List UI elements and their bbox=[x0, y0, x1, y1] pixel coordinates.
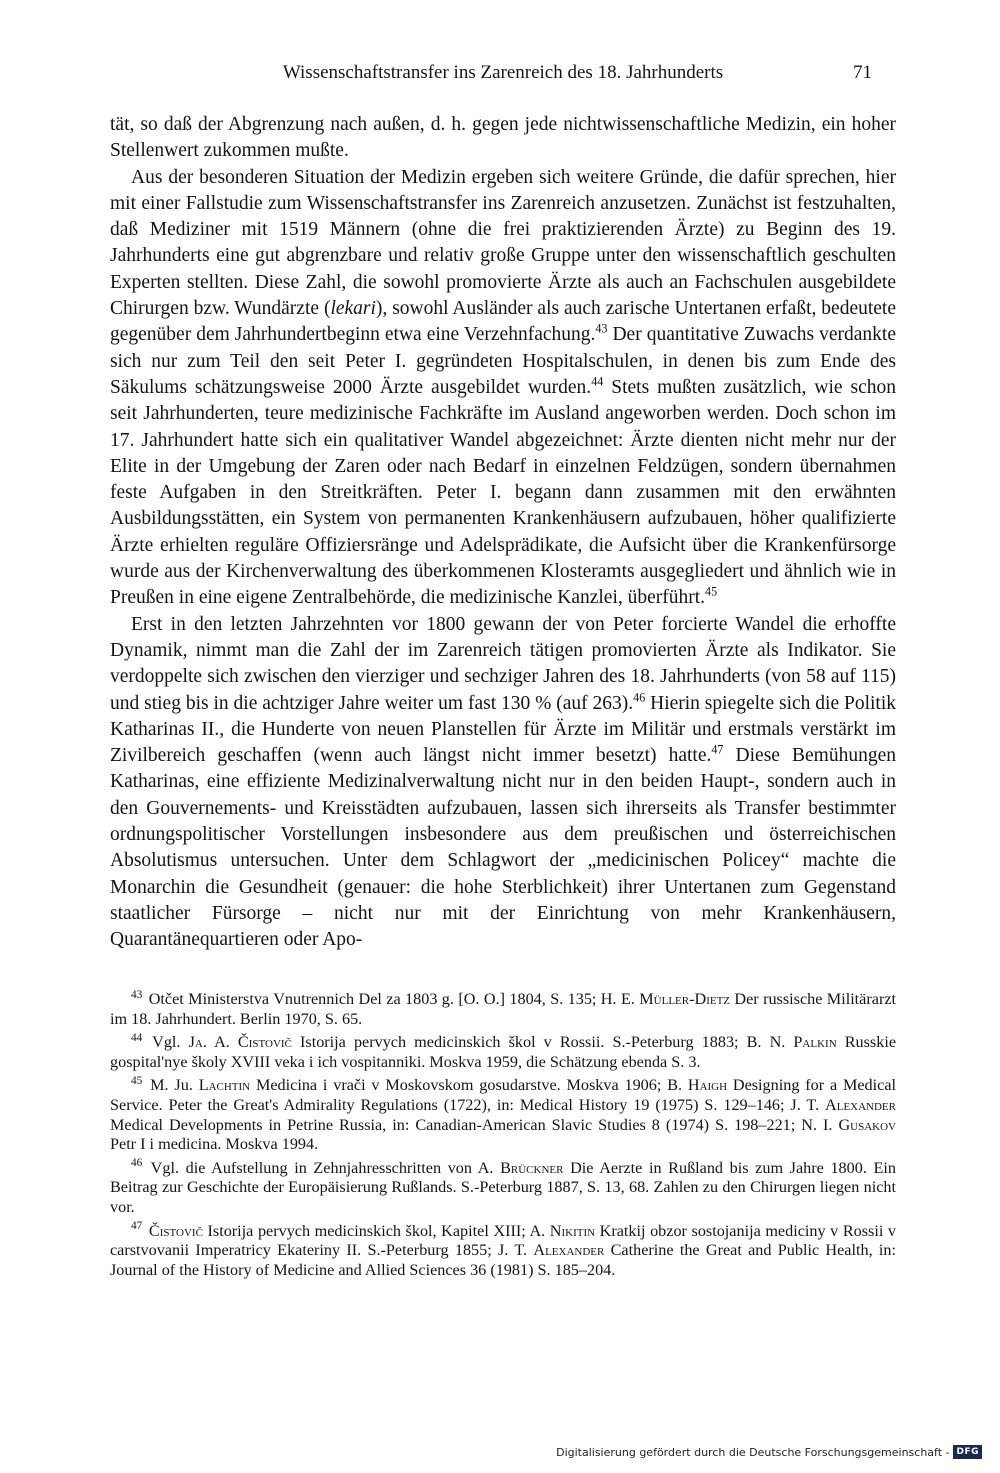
footnote-number: 46 bbox=[131, 1157, 143, 1170]
footnote-text: Petr I i medicina. Moskva 1994. bbox=[110, 1135, 319, 1154]
paragraph-2 bbox=[110, 165, 896, 612]
footnote-ref-46[interactable]: 46 bbox=[633, 690, 646, 705]
footnote-ref-44[interactable]: 44 bbox=[591, 374, 604, 389]
footnote-text: Medicina i vrači v Moskovskom gosudarstve. Moskva 1906; B. bbox=[250, 1076, 688, 1095]
footnote-43 bbox=[110, 990, 896, 1029]
footnote-ref-47[interactable]: 47 bbox=[711, 742, 724, 757]
footnote-text: Catherine the Great and Public Health, in: Journal of the History of Medicine and Allied Sciences 36 (1981) S. 185–204. bbox=[110, 1241, 896, 1279]
footnote-author: Ja. A. Čistovič bbox=[188, 1033, 292, 1052]
footnote-text: Die Aerzte in Rußland bis zum Jahre 1800. Ein Beitrag zur Geschichte der Europäisierung Rußlands. S.-Peterburg 1887, S. 13, 68. Zahlen zu den Chirurgen liegen nicht vor. bbox=[110, 1158, 896, 1216]
paragraph-3 bbox=[110, 612, 896, 954]
footnote-author: Alexander bbox=[533, 1241, 605, 1260]
footnote-text: Kratkij obzor sostojanija mediciny v Rossii v carstvovanii Imperatricy Ekateriny II. S.-Peterburg 1855; J. T. bbox=[110, 1221, 896, 1260]
footnotes bbox=[110, 990, 896, 1284]
footnote-author: Čistovič bbox=[148, 1221, 203, 1240]
paragraph-2-text: Stets mußten zusätzlich, wie schon seit Jahrhunderten, teure medizinische Fachkräfte im Ausland angeworben werden. Doch schon im 17. Jahrhundert hatte sich ein qualitativer Wandel abgezeichnet: Ärzte dienten nicht mehr nur der Elite in der Umgebung der Zaren oder nach Bedarf in einzelnen Feldzügen, sondern übernahmen feste Aufgaben in den Streitkräften. Peter I. begann dann zusammen mit den erwähnten Ausbildungsstätten, ein System von permanenten Krankenhäusern aufzubauen, höher qualifizierte Ärzte erhielten reguläre Offiziersränge und Adelsprädikate, die Aufsicht über die Krankenfürsorge wurde aus der Kirchenverwaltung des überkommenen Klosteramts ausgegliedert und ähnlich wie in Preußen in eine eigene Zentralbehörde, die medizinische Kanzlei, überführt. bbox=[110, 376, 896, 609]
paragraph-3-text: Erst in den letzten Jahrzehnten vor 1800 gewann der von Peter forcierte Wandel die erhoffte Dynamik, nimmt man die Zahl der im Zarenreich tätigen promovierten Ärzte als Indikator. Sie verdoppelte sich zwischen den vierziger und sechziger Jahren des 18. Jahrhunderts (von 58 auf 115) und stieg bis in die achtziger Jahre weiter um fast 130 % (auf 263). bbox=[110, 613, 896, 714]
footnote-author: Palkin bbox=[793, 1033, 837, 1052]
footnote-author: Gusakov bbox=[838, 1115, 896, 1134]
footnote-text: Vgl. bbox=[152, 1033, 189, 1052]
body-text bbox=[110, 112, 896, 954]
footnote-author: Alexander bbox=[825, 1095, 896, 1114]
footnote-author: Müller-Dietz bbox=[639, 990, 731, 1008]
footnote-number: 47 bbox=[131, 1220, 143, 1233]
footnote-45 bbox=[110, 1076, 896, 1154]
credit-text: Digitalisierung gefördert durch die Deutsche Forschungsgemeinschaft - bbox=[556, 1445, 950, 1459]
paragraph-1-text: tät, so daß der Abgrenzung nach außen, d. h. gegen jede nichtwissenschaftliche Medizin, ein hoher Stellenwert zukommen mußte. bbox=[110, 114, 896, 162]
digitization-credit bbox=[556, 1445, 982, 1459]
paragraph-2-text: ), sowohl Ausländer als auch zarische Untertanen erfaßt, bedeutete gegenüber dem Jahrhundertbeginn etwa eine Verzehnfachung. bbox=[110, 298, 896, 346]
footnote-text: Istorija pervych medicinskich škol, Kapitel XIII; A. bbox=[202, 1221, 550, 1240]
footnote-number: 43 bbox=[131, 988, 143, 1001]
paragraph-1 bbox=[110, 112, 896, 165]
footnote-text: Russkie gospital'nye školy XVIII veka i ich vospitanniki. Moskva 1959, die Schätzung ebenda S. 3. bbox=[110, 1033, 897, 1071]
page-header bbox=[110, 62, 896, 92]
footnote-44 bbox=[110, 1033, 896, 1072]
footnote-ref-45[interactable]: 45 bbox=[705, 584, 718, 599]
footnote-text: Otčet Ministerstva Vnutrennich Del za 1803 g. [O. O.] 1804, S. 135; H. E. bbox=[148, 990, 640, 1008]
italic-term: lekari bbox=[330, 298, 376, 320]
footnote-number: 45 bbox=[131, 1074, 143, 1087]
paragraph-2-text: Der quantitative Zuwachs verdankte sich nur zum Teil den seit Peter I. gegründeten Hospitalschulen, in denen bis zum Ende des Säkulums schätzungsweise 2000 Ärzte ausgebildet wurden. bbox=[110, 324, 897, 398]
footnote-number: 44 bbox=[131, 1031, 143, 1044]
footnote-text: Der russische Militärarzt im 18. Jahrhundert. Berlin 1970, S. 65. bbox=[110, 990, 897, 1028]
footnote-author: Lachtin bbox=[198, 1076, 251, 1095]
paragraph-2-text: Aus der besonderen Situation der Medizin ergeben sich weitere Gründe, die dafür sprechen, hier mit einer Fallstudie zum Wissenschaftstransfer ins Zarenreich anzusetzen. Zunächst ist festzuhalten, daß Mediziner mit 1519 Männern (ohne die frei praktizierenden Ärzte) zu Beginn des 19. Jahrhunderts eine gut abgrenzbare und relativ große Gruppe unter den wissenschaftlich geschulten Experten stellten. Diese Zahl, die sowohl promovierte Ärzte als auch an Fachschulen ausgebildete Chirurgen bzw. Wundärzte ( bbox=[110, 166, 896, 320]
footnote-text: Medical Developments in Petrine Russia, in: Canadian-American Slavic Studies 8 (1974) S. 198–221; N. I. bbox=[110, 1115, 839, 1134]
dfg-logo: DFG bbox=[953, 1445, 982, 1459]
footnote-47 bbox=[110, 1222, 896, 1281]
footnote-46 bbox=[110, 1159, 896, 1218]
footnote-text: Istorija pervych medicinskich škol v Rossii. S.-Peterburg 1883; B. N. bbox=[291, 1033, 794, 1052]
footnote-author: Brückner bbox=[500, 1158, 564, 1177]
footnote-text: Designing for a Medical Service. Peter the Great's Admirality Regulations (1722), in: Medical History 19 (1975) S. 129–146; J. T. bbox=[110, 1076, 897, 1114]
footnote-author: Haigh bbox=[687, 1076, 728, 1095]
footnote-ref-43[interactable]: 43 bbox=[595, 321, 608, 336]
footnote-text: Vgl. die Aufstellung in Zehnjahresschritten von A. bbox=[150, 1158, 501, 1177]
footnote-author: Nikitin bbox=[549, 1221, 596, 1240]
paragraph-3-text: Hierin spiegelte sich die Politik Katharinas II., die Hunderte von neuen Planstellen für Ärzte im Militär und erstmals verstärkt im Zivilbereich geschaffen (wenn auch längst nicht immer besetzt) hatte. bbox=[110, 692, 897, 767]
page-number: 71 bbox=[853, 62, 872, 83]
running-title: Wissenschaftstransfer ins Zarenreich des 18. Jahrhunderts bbox=[282, 62, 724, 83]
paragraph-3-text: Diese Bemühungen Katharinas, eine effiziente Medizinalverwaltung nicht nur in den beiden Haupt-, sondern auch in den Gouvernements- und Kreisstädten aufzubauen, lassen sich ihrerseits als Transfer bestimmter ordnungspolitischer Vorstellungen insbesondere aus dem preußischen und österreichischen Absolutismus untersuchen. Unter dem Schlagwort der „medicinischen Policey“ machte die Monarchin die Gesundheit (genauer: die hohe Sterblichkeit) ihrer Untertanen zum Gegenstand staatlicher Fürsorge – nicht nur mit der Einrichtung von mehr Krankenhäusern, Quarantänequartieren oder Apo- bbox=[110, 745, 896, 951]
footnote-text: M. Ju. bbox=[150, 1076, 199, 1095]
